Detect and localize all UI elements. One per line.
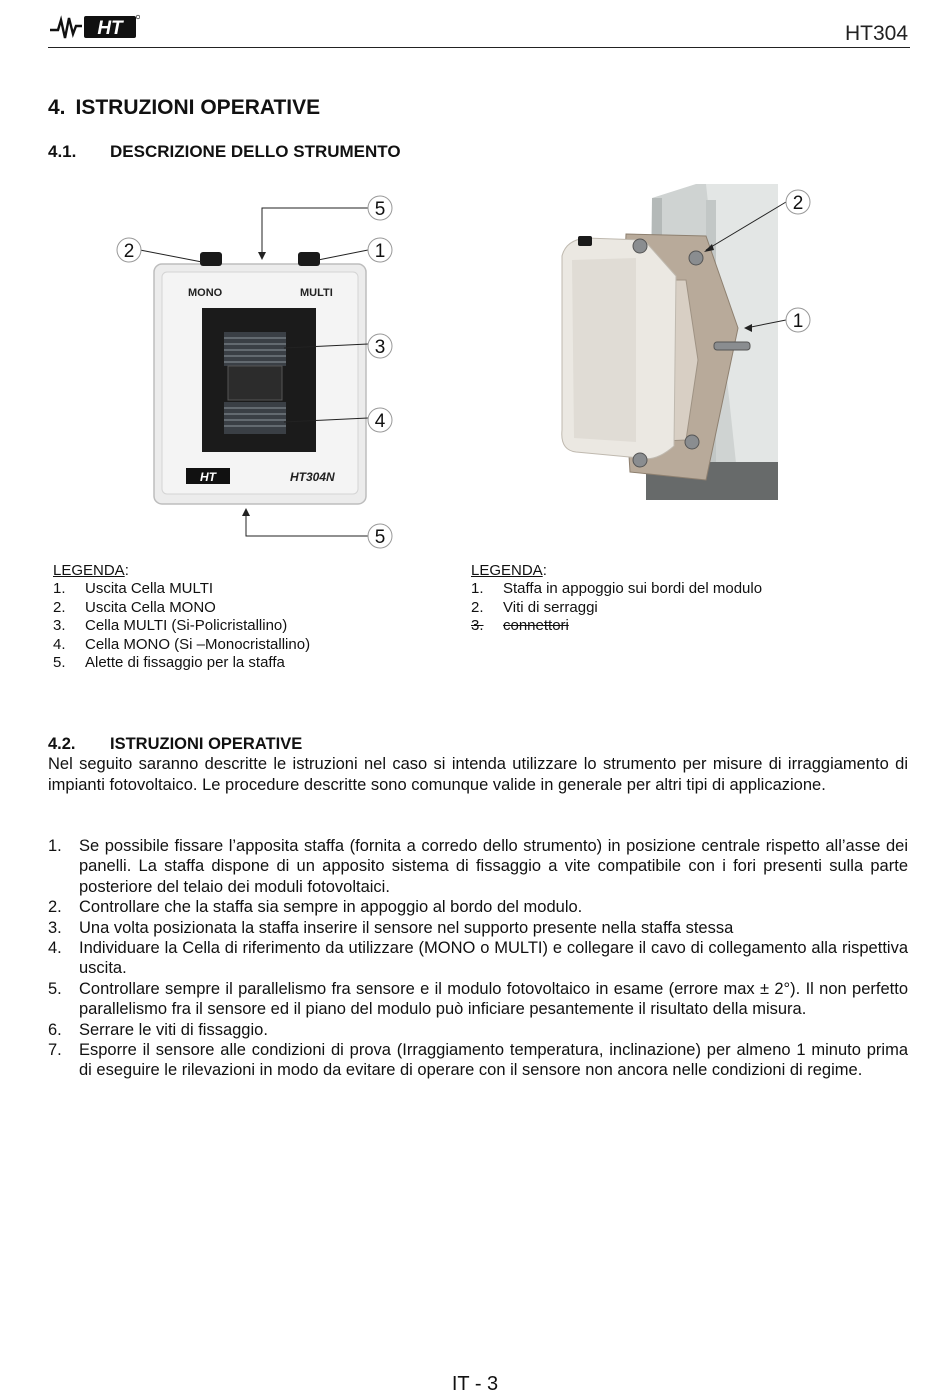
step-item: 1. Se possibile fissare l’apposita staffa (fornita a corredo dello strumento) in posizione centrale rispetto all’asse dei panelli. La staffa dispone di un apposito sistema di fissaggio a vite compatibile con i fori presenti sulla parte posteriore del telaio dei moduli fotovoltaici. [48, 837, 908, 896]
callout-1 [786, 308, 810, 332]
svg-text:HT: HT [200, 470, 216, 484]
multi-connector [298, 252, 320, 266]
section-4-2-heading: 4.2. ISTRUZIONI OPERATIVE [48, 735, 303, 753]
svg-text:2: 2 [123, 241, 135, 262]
callout-4 [368, 408, 392, 432]
instrument-front-figure [112, 190, 402, 552]
legend-title: LEGENDA: [53, 562, 129, 579]
step-item: 7. Esporre il sensore alle condizioni di prova (Irraggiamento temperatura, inclinazione) per almeno 1 minuto prima di eseguire le rilevazioni in modo da evitare di operare con il sensore non ancora nelle condizioni di regime. [48, 1041, 908, 1080]
section-number: 4. [48, 96, 66, 119]
section-title: ISTRUZIONI OPERATIVE [75, 96, 321, 119]
section-4-1-heading [48, 142, 401, 162]
legend-item: 2. Uscita Cella MONO [53, 598, 216, 616]
step-item: 4. Individuare la Cella di riferimento da utilizzare (MONO o MULTI) e collegare il cavo di collegamento alla rispettiva uscita. [48, 939, 908, 978]
legend-item: 1. Uscita Cella MULTI [53, 580, 214, 598]
legend-left [53, 562, 310, 672]
mono-connector [200, 252, 222, 266]
callout-2 [117, 238, 141, 262]
step-item: 3. Una volta posizionata la staffa inserire il sensore nel supporto presente nella staffa stessa [48, 918, 734, 937]
legend-item: 3. Cella MULTI (Si-Policristallino) [53, 617, 288, 635]
mounted-sensor-figure [556, 180, 816, 506]
ht-logo [48, 12, 140, 42]
callout-2 [786, 190, 810, 214]
procedure-steps [48, 836, 908, 1081]
callout-5-bottom [368, 524, 392, 548]
callout-5-top [368, 196, 392, 220]
legend-item: 2. Viti di serraggi [471, 598, 598, 616]
svg-text:5: 5 [374, 527, 386, 548]
section-4-heading [48, 96, 320, 120]
section-4-2 [48, 734, 908, 795]
svg-text:2: 2 [792, 193, 804, 214]
legend-item: 1. Staffa in appoggio sui bordi del modulo [471, 580, 763, 598]
legend-item: 4. Cella MONO (Si –Monocristallino) [53, 635, 311, 653]
page-number: IT - 3 [451, 1373, 499, 1394]
page-header [48, 10, 910, 48]
svg-text:5: 5 [374, 199, 386, 220]
section-title: DESCRIZIONE DELLO STRUMENTO [110, 142, 401, 161]
svg-text:1: 1 [792, 311, 804, 332]
callout-1 [368, 238, 392, 262]
callout-3 [368, 334, 392, 358]
model-label: HT304 [844, 22, 908, 45]
multi-cell [224, 332, 286, 366]
svg-text:MULTI: MULTI [300, 287, 333, 299]
legend-right [471, 562, 762, 636]
step-item: 5. Controllare sempre il parallelismo fra sensore e il modulo fotovoltaico in esame (errore max ± 2°). Il non perfetto parallelismo fra il sensore ed il piano del modulo può inficiare pesantemente il risultato della misura. [48, 979, 908, 1019]
step-item: 6. Serrare le viti di fissaggio. [48, 1020, 268, 1039]
legend-item-struck: 3. connettori [471, 617, 569, 635]
svg-text:HT: HT [97, 18, 123, 39]
mono-cell [224, 366, 286, 434]
legend-title: LEGENDA: [471, 562, 547, 579]
section-number: 4.1. [48, 142, 77, 161]
legend-item: 5. Alette di fissaggio per la staffa [53, 654, 285, 672]
step-item: 2. Controllare che la staffa sia sempre in appoggio al bordo del modulo. [48, 898, 583, 917]
svg-text:HT304N: HT304N [290, 470, 335, 484]
svg-text:4: 4 [374, 411, 386, 432]
svg-text:3: 3 [374, 337, 386, 358]
intro-paragraph: Nel seguito saranno descritte le istruzioni nel caso si intenda utilizzare lo strumento per misure di irraggiamento di impianti fotovoltaico. Le procedure descritte sono comunque valide in generale per altri tipi di applicazione. [48, 755, 908, 794]
svg-text:MONO: MONO [188, 287, 223, 299]
svg-text:1: 1 [374, 241, 386, 262]
